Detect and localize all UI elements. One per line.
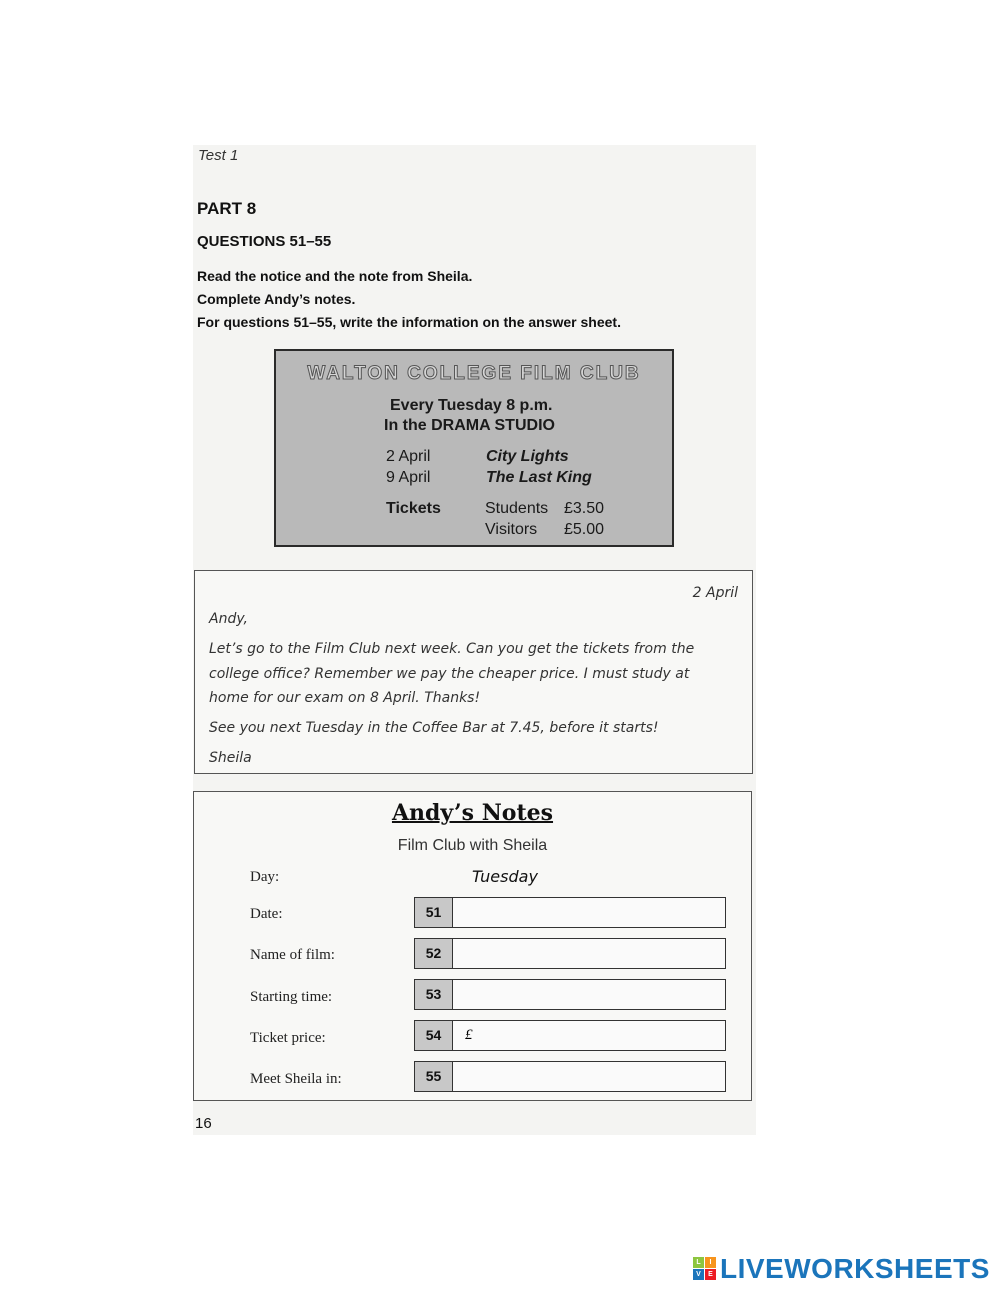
- notice-schedule: Every Tuesday 8 p.m.: [390, 397, 553, 414]
- answer-input-53[interactable]: [453, 980, 725, 1009]
- test-label: Test 1: [198, 147, 239, 164]
- date-label: Date:: [250, 906, 283, 922]
- instruction-1: Read the notice and the note from Sheila.: [197, 268, 473, 284]
- logo-letter-2: I: [705, 1257, 716, 1268]
- question-number-52: 52: [415, 939, 453, 968]
- price-value-2: £5.00: [564, 521, 605, 538]
- part-title: PART 8: [197, 199, 257, 218]
- notice-location: In the DRAMA STUDIO: [384, 417, 555, 434]
- brand-text: LIVEWORKSHEETS: [720, 1253, 990, 1284]
- answer-box-55: [414, 1061, 726, 1092]
- answer-input-54[interactable]: [453, 1021, 725, 1050]
- answer-box-53: [414, 979, 726, 1010]
- note-greeting: Andy,: [209, 611, 248, 627]
- price-who-2: Visitors: [485, 521, 538, 538]
- answer-input-52[interactable]: [453, 939, 725, 968]
- andys-notes-title: Andy’s Notes: [391, 800, 554, 826]
- answer-box-54: [414, 1020, 726, 1051]
- film-title-2: The Last King: [486, 469, 592, 486]
- ticket-price-label: Ticket price:: [250, 1030, 326, 1046]
- logo-letter-3: V: [693, 1269, 704, 1280]
- questions-title: QUESTIONS 51–55: [197, 233, 332, 250]
- starting-time-label: Starting time:: [250, 989, 333, 1005]
- answer-input-51[interactable]: [453, 898, 725, 927]
- instruction-2: Complete Andy’s notes.: [197, 291, 356, 307]
- note-closing: See you next Tuesday in the Coffee Bar at 7.45, before it starts!: [209, 720, 659, 736]
- logo-letter-1: L: [693, 1257, 704, 1268]
- film-date-1: 2 April: [386, 448, 431, 465]
- page-number: 16: [195, 1115, 212, 1132]
- question-number-55: 55: [415, 1062, 453, 1091]
- tickets-label: Tickets: [386, 500, 441, 517]
- price-who-1: Students: [485, 500, 549, 517]
- film-date-2: 9 April: [386, 469, 431, 486]
- andys-notes-subtitle: Film Club with Sheila: [397, 837, 548, 854]
- note-body-line-3: home for our exam on 8 April. Thanks!: [209, 690, 481, 706]
- liveworksheets-brand: [693, 1253, 990, 1285]
- question-number-51: 51: [415, 898, 453, 927]
- answer-box-51: [414, 897, 726, 928]
- price-value-1: £3.50: [564, 500, 605, 517]
- question-number-54: 54: [415, 1021, 453, 1050]
- sheila-note: [194, 570, 753, 774]
- logo-letter-4: E: [705, 1269, 716, 1280]
- film-name-label: Name of film:: [250, 947, 335, 963]
- day-value: Tuesday: [472, 867, 538, 886]
- note-date: 2 April: [692, 585, 738, 601]
- instruction-3: For questions 51–55, write the information on the answer sheet.: [197, 314, 621, 330]
- notice-title: WALTON COLLEGE FILM CLUB: [307, 363, 641, 384]
- film-title-1: City Lights: [486, 448, 569, 465]
- film-club-notice: [274, 349, 674, 547]
- question-number-53: 53: [415, 980, 453, 1009]
- day-label: Day:: [250, 869, 280, 885]
- answer-box-52: [414, 938, 726, 969]
- note-body-line-1: Let’s go to the Film Club next week. Can you get the tickets from the: [209, 641, 695, 657]
- liveworksheets-logo-icon: [693, 1257, 717, 1281]
- meet-sheila-label: Meet Sheila in:: [250, 1071, 342, 1087]
- note-signature: Sheila: [209, 750, 252, 766]
- andys-notes-form: [193, 791, 752, 1101]
- answer-input-55[interactable]: [453, 1062, 725, 1091]
- note-body-line-2: college office? Remember we pay the cheaper price. I must study at: [209, 666, 690, 682]
